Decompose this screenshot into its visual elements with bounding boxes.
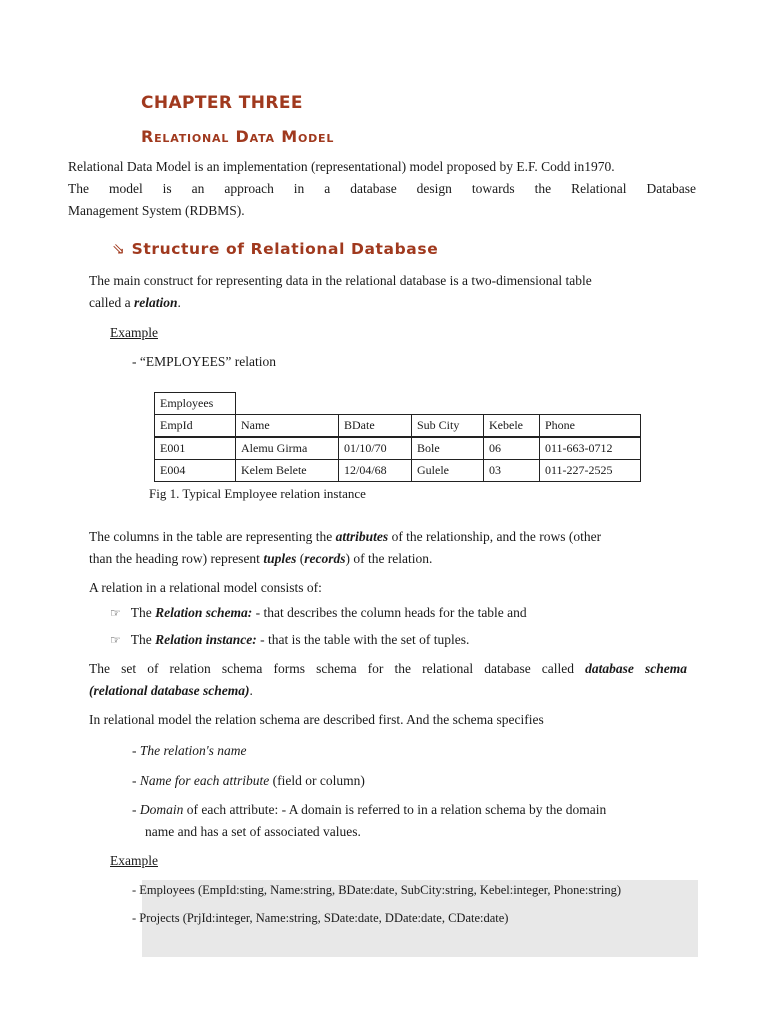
table-cell: Gulele (412, 460, 484, 482)
table-cell: 01/10/70 (339, 437, 412, 460)
column-header: Sub City (412, 415, 484, 438)
spec-item (132, 799, 606, 821)
column-header: Phone (540, 415, 641, 438)
dash: - (132, 802, 137, 817)
spec-item (132, 740, 247, 762)
table-cell: Alemu Girma (236, 437, 339, 460)
dash: - (132, 773, 137, 788)
table-cell: 03 (484, 460, 540, 482)
columns-paragraph (89, 526, 689, 570)
spec-italic: The relation's name (139, 743, 247, 758)
table-cell: E001 (155, 437, 236, 460)
chapter-title: CHAPTER THREE (141, 93, 303, 113)
database-schema-term: database schema (585, 661, 687, 676)
dash: - (132, 883, 137, 897)
figure-caption: Fig 1. Typical Employee relation instance (149, 486, 366, 501)
text-span: - that describes the column heads for the table and (252, 605, 527, 620)
pointing-hand-icon: ☞ (110, 606, 121, 620)
table-row (155, 460, 641, 482)
table-cell: 011-663-0712 (540, 437, 641, 460)
column-header: Name (236, 415, 339, 438)
table-blank-cell (236, 393, 641, 415)
text-span: . (249, 683, 253, 698)
dash: - (132, 911, 137, 925)
relation-instance-term: Relation instance: (155, 632, 257, 647)
table-cell: 011-227-2525 (540, 460, 641, 482)
construct-line-1: The main construct for representing data in the relational database is a two-dimensional table (89, 273, 592, 288)
arrow-icon: ⇘ (112, 240, 126, 258)
text-span: . (177, 295, 181, 310)
bullet-item (110, 629, 469, 651)
subsection-title: Structure of Relational Database (131, 240, 439, 258)
schema-set-paragraph (89, 658, 687, 702)
table-caption-cell: Employees (155, 393, 236, 415)
schema-set-line-1 (89, 658, 687, 680)
schema-set-line-2 (89, 680, 687, 702)
example2-item (132, 879, 621, 901)
spec-item-continuation: name and has a set of associated values. (145, 824, 361, 839)
table-row (155, 437, 641, 460)
bullet-item (110, 602, 527, 624)
example2-item (132, 907, 508, 929)
tuples-term: tuples (263, 551, 297, 566)
intro-line-2: The model is an approach in a database design towards the Relational Database (68, 181, 696, 196)
text-span: called a (89, 295, 134, 310)
column-header: EmpId (155, 415, 236, 438)
text-span: than the heading row) represent (89, 551, 264, 566)
text-span: The (130, 605, 156, 620)
spec-item (132, 770, 365, 792)
table-header-row (155, 415, 641, 438)
table-cell: 12/04/68 (339, 460, 412, 482)
text-span: Projects (PrjId:integer, Name:string, SDate:date, DDate:date, CDate:date) (139, 911, 509, 925)
employees-table (154, 392, 641, 482)
text-span: (field or column) (269, 773, 365, 788)
columns-line-1 (89, 526, 689, 548)
consists-of-text: A relation in a relational model consists of: (89, 580, 322, 595)
relation-schema-term: Relation schema: (155, 605, 253, 620)
intro-paragraph (68, 156, 696, 222)
relation-term: relation (133, 295, 178, 310)
spec-italic: Domain (139, 802, 184, 817)
text-span: The columns in the table are representing the (89, 529, 336, 544)
table-cell: Kelem Belete (236, 460, 339, 482)
column-header: Kebele (484, 415, 540, 438)
column-header: BDate (339, 415, 412, 438)
text-span: Employees (EmpId:sting, Name:string, BDate:date, SubCity:string, Kebel:integer, Phone:string) (139, 883, 622, 897)
records-term: records (304, 551, 346, 566)
table-cell: 06 (484, 437, 540, 460)
section-title: Relational Data Model (141, 127, 335, 146)
spec-italic: Name for each attribute (139, 773, 270, 788)
attributes-term: attributes (335, 529, 389, 544)
pointing-hand-icon: ☞ (110, 633, 121, 647)
intro-line-1: Relational Data Model is an implementation (representational) model proposed by E.F. Codd in1970. (68, 159, 615, 174)
relational-database-schema-term: (relational database schema) (89, 683, 250, 698)
table-cell: E004 (155, 460, 236, 482)
text-span: of each attribute: - A domain is referred to in a relation schema by the domain (183, 802, 607, 817)
example-label: Example (110, 325, 158, 340)
text-span: of the relationship, and the rows (other (388, 529, 602, 544)
text-span: ) of the relation. (345, 551, 433, 566)
example-item: - “EMPLOYEES” relation (132, 354, 276, 369)
text-span: The (130, 632, 156, 647)
intro-line-3: Management System (RDBMS). (68, 203, 245, 218)
text-span: The set of relation schema forms schema for the relational database called (89, 661, 586, 676)
construct-paragraph (89, 270, 689, 314)
construct-line-2 (89, 292, 689, 314)
columns-line-2 (89, 548, 689, 570)
schema-specifies-text: In relational model the relation schema are described first. And the schema specifies (89, 712, 544, 727)
text-span: - that is the table with the set of tuples. (256, 632, 470, 647)
subsection-heading (112, 240, 438, 258)
example2-label: Example (110, 853, 158, 868)
text-span: ( (296, 551, 305, 566)
table-cell: Bole (412, 437, 484, 460)
dash: - (132, 743, 137, 758)
